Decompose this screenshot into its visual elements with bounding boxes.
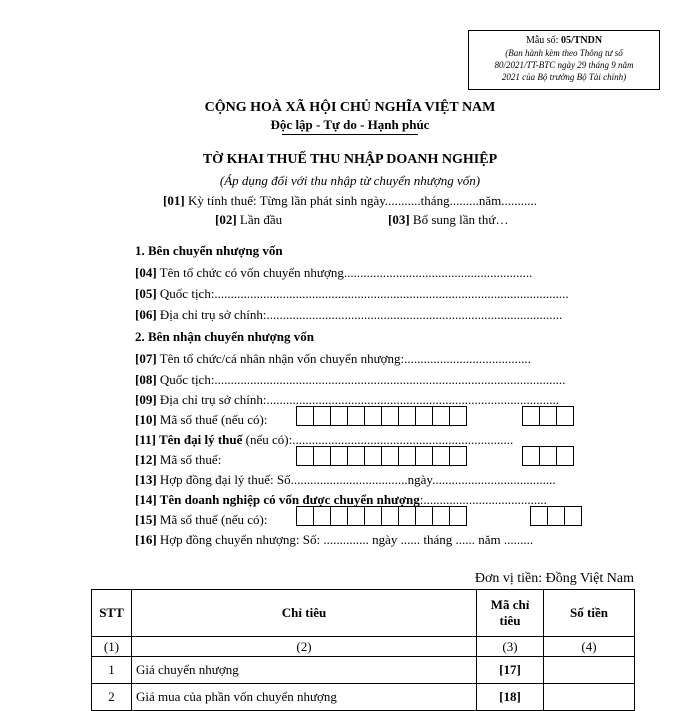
text-06: Địa chỉ trụ sở chính:........................................................................................... <box>156 307 563 322</box>
header-indicator: Chỉ tiêu <box>132 590 477 637</box>
tax-period-line <box>0 193 700 209</box>
supp-text: Bổ sung lần thứ… <box>409 212 509 227</box>
text-08: Quốc tịch:............................................................................................................ <box>156 372 566 387</box>
header-code: Mã chỉ tiêu <box>477 590 544 637</box>
first-time-option[interactable] <box>215 212 282 228</box>
section2-heading: 2. Bên nhận chuyển nhượng vốn <box>135 329 315 344</box>
field-10 <box>135 412 268 428</box>
text-15: Mã số thuế (nếu có): <box>156 512 268 527</box>
section1-heading: 1. Bên chuyển nhượng vốn <box>135 243 283 258</box>
row-code: [18] <box>477 684 544 711</box>
supplement-option[interactable] <box>388 212 508 228</box>
code-07: [07] <box>135 351 157 366</box>
index-cell: (1) <box>92 637 132 657</box>
table-row <box>92 684 635 711</box>
first-code: [02] <box>215 212 237 227</box>
text-11: (nếu có):.................................................................... <box>242 432 514 447</box>
field-08[interactable] <box>135 372 565 388</box>
row-stt: 1 <box>92 657 132 684</box>
text-07: Tên tổ chức/cá nhân nhận vốn chuyển nhượng:....................................... <box>156 351 531 366</box>
period-code: [01] <box>163 193 185 208</box>
form-code-box <box>468 30 660 90</box>
tax-id-boxes-12[interactable] <box>296 446 466 466</box>
row-code: [17] <box>477 657 544 684</box>
header-amount: Số tiền <box>544 590 635 637</box>
form-code-line <box>469 35 659 47</box>
table-row <box>92 657 635 684</box>
period-text: Kỳ tính thuế: Từng lần phát sinh ngày...........tháng.........năm........... <box>184 193 537 208</box>
code-13: [13] <box>135 472 157 487</box>
first-text: Lần đầu <box>236 212 283 227</box>
field-16[interactable] <box>135 532 533 548</box>
header-stt: STT <box>92 590 132 637</box>
code-11: [11] <box>135 432 156 447</box>
code-10: [10] <box>135 412 157 427</box>
row-amount-input[interactable] <box>544 684 635 711</box>
field-06[interactable] <box>135 307 562 323</box>
code-04: [04] <box>135 265 157 280</box>
form-title: TỜ KHAI THUẾ THU NHẬP DOANH NGHIỆP <box>202 152 498 167</box>
tax-id-boxes-10[interactable] <box>296 406 466 426</box>
code-08: [08] <box>135 372 157 387</box>
text-12: Mã số thuế: <box>156 452 222 467</box>
index-cell: (3) <box>477 637 544 657</box>
bold-11: Tên đại lý thuế <box>155 432 243 447</box>
code-15: [15] <box>135 512 157 527</box>
currency-unit: Đơn vị tiền: Đồng Việt Nam <box>474 571 634 586</box>
table-index-row <box>92 637 635 657</box>
text-13: Hợp đồng đại lý thuế: Số....................................ngày...................................... <box>156 472 556 487</box>
row-stt: 2 <box>92 684 132 711</box>
form-label: Mẫu số: <box>525 35 559 46</box>
code-16: [16] <box>135 532 157 547</box>
index-cell: (2) <box>132 637 477 657</box>
tax-id-suffix-boxes-15[interactable] <box>530 506 581 526</box>
code-09: [09] <box>135 392 157 407</box>
motto-underline <box>282 134 418 135</box>
code-06: [06] <box>135 307 157 322</box>
table-header-row <box>92 590 635 637</box>
motto: Độc lập - Tự do - Hạnh phúc <box>270 117 430 132</box>
form-subtitle: (Áp dụng đối với thu nhập từ chuyển nhượng vốn) <box>219 173 481 188</box>
tax-id-boxes-15[interactable] <box>296 506 466 526</box>
tax-id-suffix-boxes-12[interactable] <box>522 446 573 466</box>
field-12 <box>135 452 221 468</box>
field-04[interactable] <box>135 265 532 281</box>
row-amount-input[interactable] <box>544 657 635 684</box>
issued-by-1: (Ban hành kèm theo Thông tư số <box>505 48 623 58</box>
tax-id-suffix-boxes-10[interactable] <box>522 406 573 426</box>
index-cell: (4) <box>544 637 635 657</box>
text-05: Quốc tịch:............................................................................................................. <box>156 286 569 301</box>
code-12: [12] <box>135 452 157 467</box>
text-04: Tên tổ chức có vốn chuyển nhượng.......................................................... <box>156 265 533 280</box>
text-14: :...................................... <box>419 492 547 507</box>
field-05[interactable] <box>135 286 569 302</box>
form-code: 05/TNDN <box>560 35 603 46</box>
text-09: Địa chỉ trụ sở chính:.......................................................................................... <box>156 392 559 407</box>
text-16: Hợp đồng chuyển nhượng: Số: .............. ngày ...... tháng ...... năm ......... <box>156 532 534 547</box>
text-10: Mã số thuế (nếu có): <box>156 412 268 427</box>
code-05: [05] <box>135 286 157 301</box>
supp-code: [03] <box>388 212 410 227</box>
row-label: Giá mua của phần vốn chuyển nhượng <box>132 684 477 711</box>
bold-14: Tên doanh nghiệp có vốn được chuyển nhượng <box>156 492 420 507</box>
tax-table <box>91 589 635 711</box>
nation-title: CỘNG HOÀ XÃ HỘI CHỦ NGHĨA VIỆT NAM <box>204 100 496 115</box>
field-13[interactable] <box>135 472 556 488</box>
issued-by-2: 80/2021/TT-BTC ngày 29 tháng 9 năm <box>494 60 634 70</box>
field-15 <box>135 512 268 528</box>
row-label: Giá chuyển nhượng <box>132 657 477 684</box>
field-07[interactable] <box>135 351 531 367</box>
code-14: [14] <box>135 492 157 507</box>
issued-by-3: 2021 của Bộ trưởng Bộ Tài chính) <box>501 72 627 82</box>
